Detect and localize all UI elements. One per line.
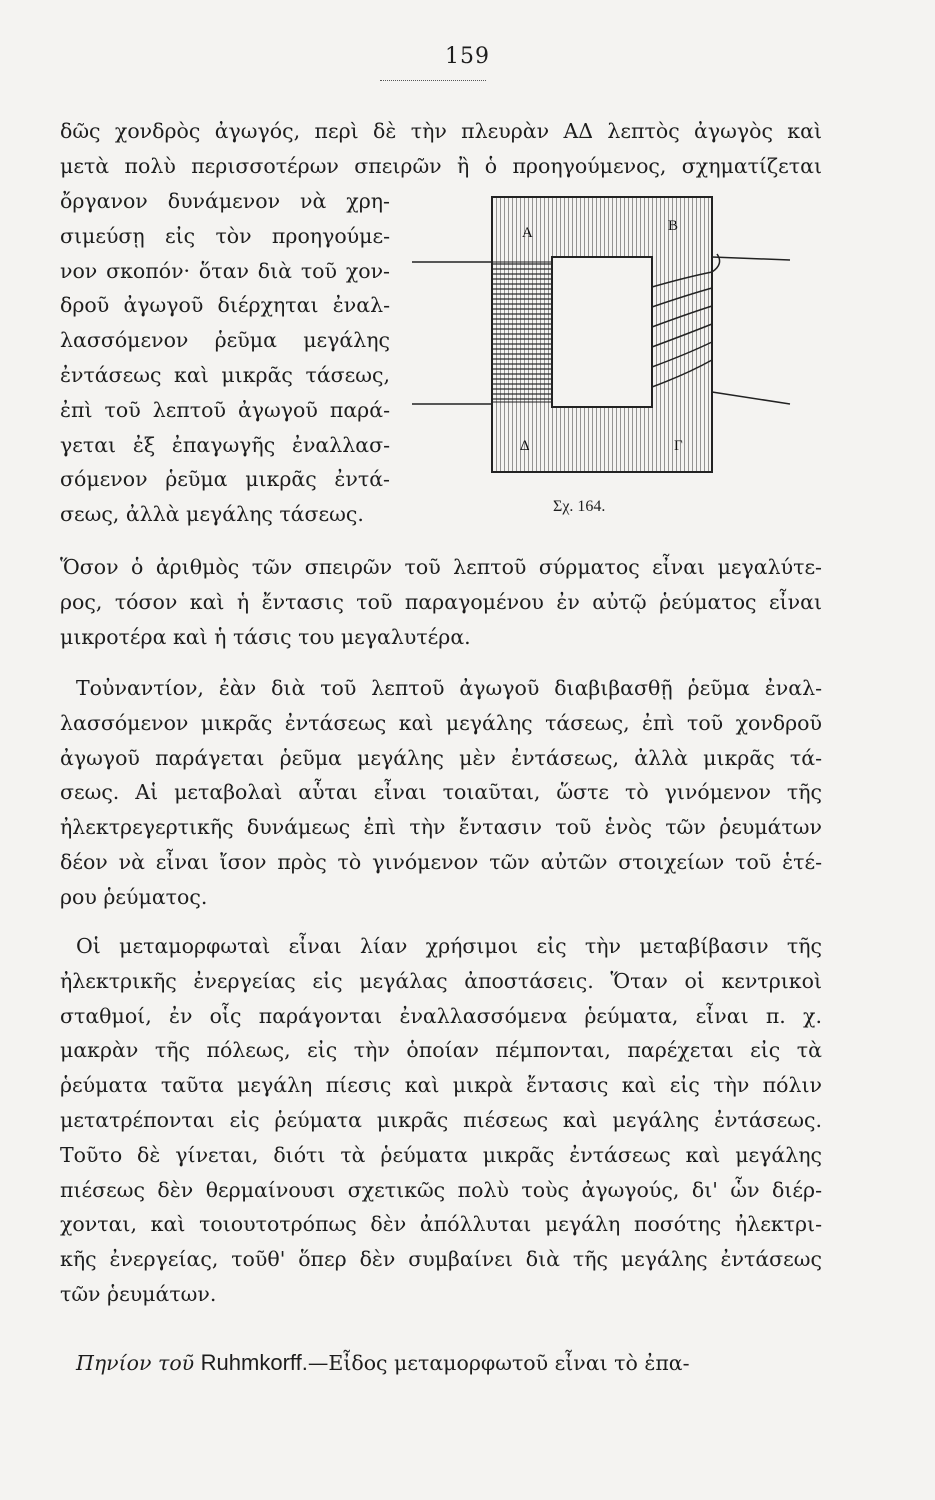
page-number-rule	[380, 80, 486, 81]
text-line: σόμενον ῥεῦμα μικρᾶς ἐντά-	[60, 467, 390, 492]
figure-wrap-text	[60, 184, 390, 532]
text-line: τῶν ῥευμάτων.	[60, 1281, 217, 1306]
text-line: Τοὐναντίον, ἐὰν διὰ τοῦ λεπτοῦ ἀγωγοῦ διαβιβασθῇ ῥεῦμα ἐναλ-	[76, 676, 822, 700]
text-line: λασσόμενον μικρᾶς ἐντάσεως καὶ μεγάλης τάσεως, ἐπὶ τοῦ χονδροῦ	[60, 710, 822, 735]
text-line: δροῦ ἀγωγοῦ διέρχηται ἐναλ-	[60, 293, 390, 318]
section-text: —Εἶδος μεταμορφωτοῦ εἶναι τὸ ἐπα-	[307, 1351, 690, 1375]
text-line: ῥεύματα ταῦτα μεγάλη πίεσις καὶ μικρὰ ἔντασις καὶ εἰς τὴν πόλιν	[60, 1073, 822, 1098]
text-line: μικροτέρα καὶ ἡ τάσις του μεγαλυτέρα.	[60, 624, 471, 649]
text-line: Τοῦτο δὲ γίνεται, διότι τὰ ῥεύματα μικρᾶς ἐντάσεως καὶ μεγάλης	[60, 1142, 822, 1167]
paragraph-2	[60, 671, 822, 915]
text-line: ἠλεκτρεγερτικῆς δυνάμεως ἐπὶ τὴν ἔντασιν τοῦ ἑνὸς τῶν ῥευμάτων	[60, 815, 822, 840]
text-line: γεται ἐξ ἐπαγωγῆς ἐναλλασ-	[60, 432, 390, 457]
page-number: 159	[445, 44, 490, 69]
text-line: δέον νὰ εἶναι ἴσον πρὸς τὸ γινόμενον τῶν αὐτῶν στοιχείων τοῦ ἑτέ-	[60, 849, 822, 874]
text-line: ρος, τόσον καὶ ἡ ἔντασις τοῦ παραγομένου ἐν αὐτῷ ῥεύματος εἶναι	[60, 589, 822, 614]
text-line: μακρὰν τῆς πόλεως, εἰς τὴν ὁποίαν πέμπονται, παρέχεται εἰς τὰ	[60, 1038, 822, 1063]
text-line: ρου ῥεύματος.	[60, 884, 208, 909]
text-line: δῶς χονδρὸς ἀγωγός, περὶ δὲ τὴν πλευρὰν ΑΔ λεπτὸς ἀγωγὸς καὶ	[60, 119, 822, 143]
core-window	[552, 257, 652, 407]
text-line: ἐπὶ τοῦ λεπτοῦ ἀγωγοῦ παρά-	[60, 397, 390, 422]
text-line: ἐντάσεως καὶ μικρᾶς τάσεως,	[60, 362, 390, 387]
text-line: σταθμοί, ἐν οἷς παράγονται ἐναλλασσόμενα ῥεύματα, εἶναι π. χ.	[60, 1003, 822, 1028]
label-d: Δ	[520, 438, 530, 454]
text-line: σεως. Αἱ μεταβολαὶ αὗται εἶναι τοιαῦται, ὥστε τὸ γινόμενον τῆς	[60, 780, 822, 805]
text-line: κῆς ἐνεργείας, τοῦθ' ὅπερ δὲν συμβαίνει διὰ τῆς μεγάλης ἐντάσεως	[60, 1247, 822, 1272]
label-a: Α	[522, 225, 533, 241]
section-title: Πηνίον τοῦ	[76, 1351, 195, 1375]
label-g: Γ	[674, 438, 683, 454]
lead-wire	[712, 257, 790, 260]
label-b: Β	[668, 218, 679, 234]
text-line: σεως, ἀλλὰ μεγάλης τάσεως.	[60, 502, 364, 527]
text-line: μετὰ πολὺ περισσοτέρων σπειρῶν ἢ ὁ προηγούμενος, σχηματίζεται	[60, 153, 822, 178]
section-line	[60, 1346, 822, 1381]
text-line: σιμεύσῃ εἰς τὸν προηγούμε-	[60, 223, 390, 248]
paragraph-1	[60, 550, 822, 654]
text-line: λασσόμενον ῥεῦμα μεγάλης	[60, 328, 390, 353]
figure-caption: Σχ. 164.	[553, 498, 606, 515]
paragraph-3	[60, 929, 822, 1312]
section-heading-line	[60, 1346, 822, 1381]
text-line: ὄργανον δυνάμενον νὰ χρη-	[60, 189, 390, 213]
text-line: Οἱ μεταμορφωταὶ εἶναι λίαν χρήσιμοι εἰς τὴν μεταβίβασιν τῆς	[76, 934, 822, 958]
text-line: χονται, καὶ τοιουτοτρόπως δὲν ἀπόλλυται μεγάλη ποσότης ἠλεκτρι-	[60, 1212, 822, 1237]
section-title-latin: Ruhmkorff.	[200, 1350, 308, 1375]
lead-wire	[712, 392, 790, 404]
top-lines	[60, 114, 822, 184]
text-line: νον σκοπόν· ὅταν διὰ τοῦ χον-	[60, 258, 390, 283]
transformer-figure	[412, 192, 800, 492]
text-line: Ὅσον ὁ ἀριθμὸς τῶν σπειρῶν τοῦ λεπτοῦ σύρματος εἶναι μεγαλύτε-	[60, 555, 822, 579]
thick-winding	[492, 262, 552, 402]
text-line: πιέσεως δὲν θερμαίνουσι σχετικῶς πολὺ τοὺς ἀγωγούς, δι' ὧν διέρ-	[60, 1177, 822, 1202]
text-line: ἀγωγοῦ παράγεται ῥεῦμα μεγάλης μὲν ἐντάσεως, ἀλλὰ μικρᾶς τά-	[60, 745, 822, 770]
text-line: ἠλεκτρικῆς ἐνεργείας εἰς μεγάλας ἀποστάσεις. Ὅταν οἱ κεντρικοὶ	[60, 968, 822, 993]
text-line: μετατρέπονται εἰς ῥεύματα μικρᾶς πιέσεως καὶ μεγάλης ἐντάσεως.	[60, 1107, 822, 1132]
